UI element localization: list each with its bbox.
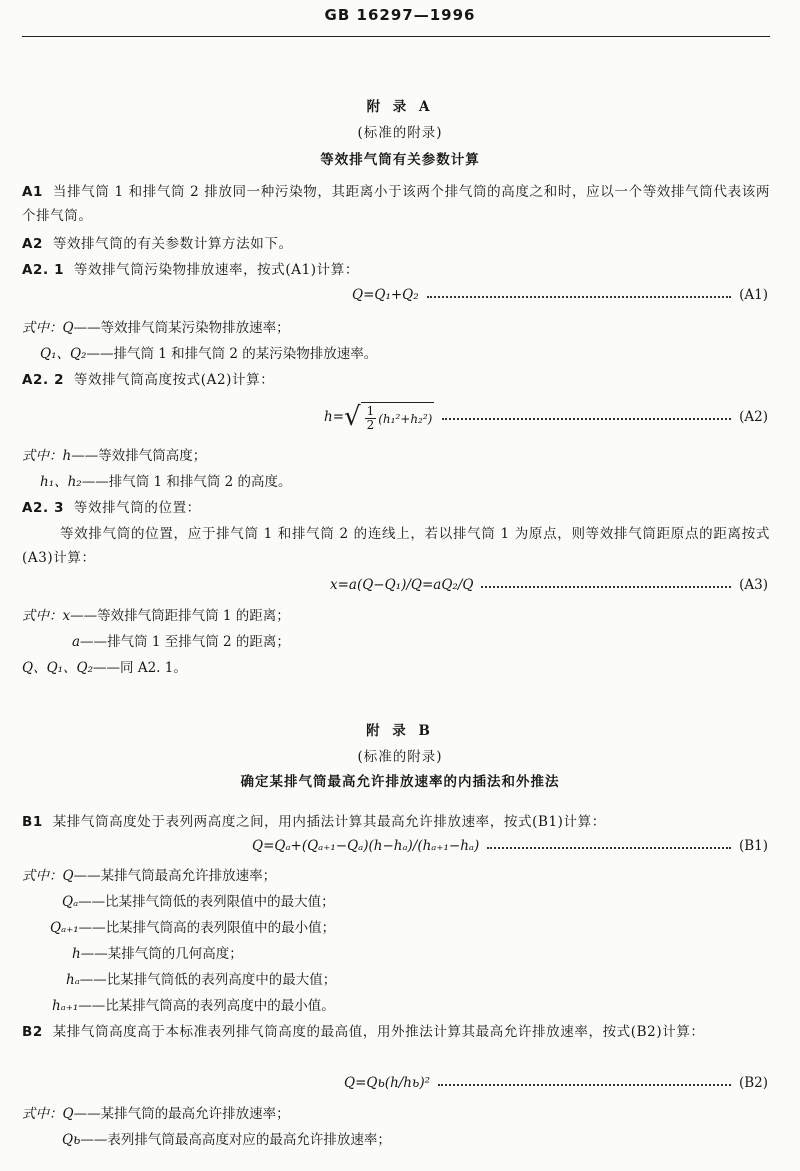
b2-where-1-symbol: 式中：Q——: [22, 1106, 101, 1122]
equation-a2-leader: [442, 418, 731, 420]
equation-a1: [352, 287, 768, 303]
clause-a22-text: 等效排气筒高度按式(A2)计算：: [73, 372, 275, 388]
a1-where-2: [40, 342, 377, 362]
b1-where-5-text: 比某排气筒低的表列高度中的最大值；: [106, 972, 337, 988]
b2-where-1-text: 某排气筒的最高允许排放速率；: [100, 1106, 290, 1122]
fraction-denominator: 2: [366, 418, 375, 432]
a3-where-2-symbol: a——: [72, 634, 108, 650]
a3-where-2-text: 排气筒 1 至排气筒 2 的距离；: [107, 634, 290, 650]
fraction-one-half: [365, 405, 377, 432]
a2-where-1: [22, 444, 206, 464]
clause-a1: [22, 180, 770, 228]
clause-b2-text: 某排气筒高度高于本标准表列排气筒高度的最高值，用外推法计算其最高允许排放速率，按式(B2)计算：: [52, 1024, 705, 1040]
b2-where-1: [22, 1102, 290, 1122]
appendix-a-heading: 等效排气筒有关参数计算: [320, 152, 480, 168]
clause-a21-label: A2. 1: [22, 262, 65, 278]
a1-where-1-symbol: 式中：Q——: [22, 320, 101, 336]
b1-where-2-symbol: Qₐ——: [62, 894, 106, 910]
fraction-numerator: 1: [366, 404, 375, 418]
b1-where-1: [22, 864, 276, 884]
clause-a21-text: 等效排气筒污染物排放速率，按式(A1)计算：: [73, 262, 359, 278]
equation-b1-formula: Q=Qₐ+(Qₐ₊₁−Qₐ)(h−hₐ)/(hₐ₊₁−hₐ): [252, 838, 480, 854]
equation-a2-tag: (A2): [739, 409, 768, 425]
equation-a2-formula: [324, 402, 434, 432]
b2-where-2-symbol: Qь——: [62, 1132, 108, 1148]
clause-a23: [22, 496, 770, 520]
b1-where-5-symbol: hₐ——: [66, 972, 107, 988]
equation-b2-tag: (B2): [738, 1075, 768, 1091]
b1-where-4-text: 某排气筒的几何高度；: [107, 946, 243, 962]
equation-a2-lhs: h=: [324, 409, 345, 425]
clause-a23-paragraph: 等效排气筒的位置，应于排气筒 1 和排气筒 2 的连线上，若以排气筒 1 为原点，则等效排气筒距原点的距离按式(A3)计算：: [22, 526, 770, 566]
b1-where-2-text: 比某排气筒低的表列限值中的最大值；: [105, 894, 335, 910]
appendix-b-subtitle: (标准的附录): [357, 749, 443, 765]
radicand: [361, 402, 435, 432]
equation-b1: [252, 838, 768, 854]
clause-a1-label: A1: [22, 184, 44, 200]
b1-where-6: [52, 994, 335, 1014]
equation-a2: [324, 402, 768, 432]
b1-where-3: [50, 916, 335, 936]
a3-where-3-symbol: Q、Q₁、Q₂——: [22, 660, 121, 676]
header-rule: [22, 36, 770, 37]
clause-a22: [22, 368, 770, 392]
a3-where-2: [72, 630, 290, 650]
a3-where-3-text: 同 A2. 1。: [120, 660, 187, 676]
appendix-a-title: 附 录 A: [366, 99, 434, 115]
clause-a2-label: A2: [22, 236, 44, 252]
a2-where-1-symbol: 式中：h——: [22, 448, 99, 464]
radical-sign-icon: √: [344, 402, 361, 432]
square-root: [344, 402, 434, 432]
b1-where-6-symbol: hₐ₊₁——: [52, 998, 106, 1014]
a2-where-2: [40, 470, 292, 490]
a3-where-1-text: 等效排气筒距排气筒 1 的距离；: [97, 608, 290, 624]
clause-b2: [22, 1020, 770, 1044]
b1-where-5: [66, 968, 336, 988]
appendix-b-heading: 确定某排气筒最高允许排放速率的内插法和外推法: [240, 774, 560, 790]
equation-a1-tag: (A1): [739, 287, 768, 303]
a2-where-1-text: 等效排气筒高度；: [98, 448, 207, 464]
equation-b2-leader: [438, 1084, 731, 1086]
b2-where-2: [62, 1128, 391, 1148]
clause-a2-text: 等效排气筒的有关参数计算方法如下。: [52, 236, 293, 252]
equation-a3-formula: x=a(Q−Q₁)/Q=aQ₂/Q: [330, 577, 474, 593]
equation-b1-tag: (B1): [738, 838, 768, 854]
equation-a3-tag: (A3): [739, 577, 768, 593]
clause-a21: [22, 258, 770, 282]
b1-where-6-text: 比某排气筒高的表列高度中的最小值。: [105, 998, 335, 1014]
equation-b2: [344, 1075, 768, 1091]
b1-where-4: [72, 942, 243, 962]
clause-a1-text: 当排气筒 1 和排气筒 2 排放同一种污染物，其距离小于该两个排气筒的高度之和时，应以一个等效排气筒代表该两个排气筒。: [22, 184, 770, 224]
appendix-b-title: 附 录 B: [366, 723, 434, 739]
clause-a2: [22, 232, 770, 256]
clause-b1-label: B1: [22, 814, 43, 830]
a1-where-1-text: 等效排气筒某污染物排放速率；: [100, 320, 290, 336]
clause-a23-text: 等效排气筒的位置：: [73, 500, 201, 516]
b2-where-2-text: 表列排气筒最高高度对应的最高允许排放速率；: [107, 1132, 391, 1148]
b1-where-1-text: 某排气筒最高允许排放速率；: [100, 868, 277, 884]
a1-where-2-text: 排气筒 1 和排气筒 2 的某污染物排放速率。: [113, 346, 378, 362]
document-header: GB 16297—1996: [324, 6, 476, 24]
a3-where-3: [22, 656, 187, 676]
b1-where-1-symbol: 式中：Q——: [22, 868, 101, 884]
equation-b1-leader: [487, 847, 731, 849]
clause-b2-label: B2: [22, 1024, 43, 1040]
equation-a1-leader: [427, 296, 731, 298]
equation-a1-formula: Q=Q₁+Q₂: [352, 287, 419, 303]
a1-where-2-symbol: Q₁、Q₂——: [40, 346, 114, 362]
equation-a3-leader: [481, 586, 731, 588]
appendix-a-subtitle: (标准的附录): [357, 125, 443, 141]
clause-a23-label: A2. 3: [22, 500, 65, 516]
equation-a3: [330, 577, 768, 593]
a1-where-1: [22, 316, 290, 336]
a2-where-2-text: 排气筒 1 和排气筒 2 的高度。: [108, 474, 292, 490]
b1-where-3-text: 比某排气筒高的表列限值中的最小值；: [105, 920, 336, 936]
b1-where-3-symbol: Qₐ₊₁——: [50, 920, 106, 936]
equation-b2-formula: Q=Qь(h/hь)²: [344, 1075, 431, 1091]
clause-b1: [22, 810, 770, 834]
a3-where-1: [22, 604, 290, 624]
a3-where-1-symbol: 式中：x——: [22, 608, 98, 624]
clause-b1-text: 某排气筒高度处于表列两高度之间，用内插法计算其最高允许排放速率，按式(B1)计算：: [52, 814, 606, 830]
a2-where-2-symbol: h₁、h₂——: [40, 474, 109, 490]
b1-where-4-symbol: h——: [72, 946, 108, 962]
b1-where-2: [62, 890, 335, 910]
equation-a2-body: (h₁²+h₂²): [378, 411, 433, 426]
clause-a22-label: A2. 2: [22, 372, 65, 388]
